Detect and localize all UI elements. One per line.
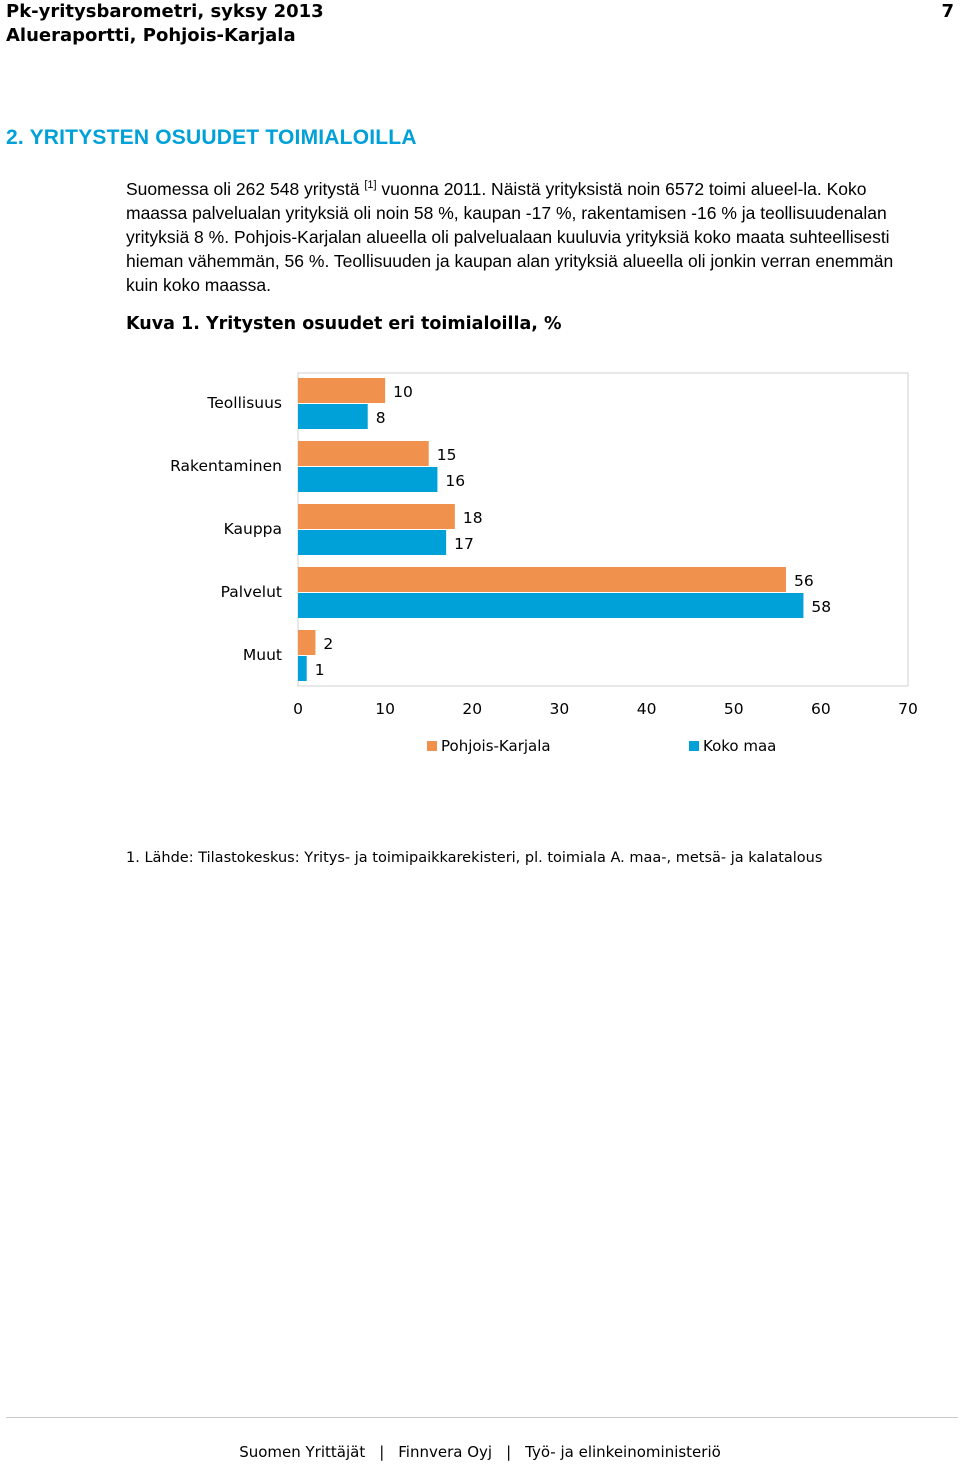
data-label: 2 — [323, 635, 334, 653]
footer-separator: | — [379, 1443, 385, 1461]
footer-item: Suomen Yrittäjät — [239, 1443, 366, 1461]
header-title: Pk-yritysbarometri, syksy 2013 — [6, 1, 324, 22]
bar-koko-maa — [298, 593, 803, 618]
footer-item: Työ- ja elinkeinoministeriö — [525, 1443, 721, 1461]
document-header — [6, 0, 324, 48]
bar-pohjois-karjala — [298, 441, 429, 466]
footnote: 1. Lähde: Tilastokeskus: Yritys- ja toimipaikkarekisteri, pl. toimiala A. maa-, metsä- ja kalatalous — [126, 850, 823, 866]
footer-divider — [6, 1417, 958, 1418]
data-label: 56 — [794, 572, 814, 590]
data-label: 17 — [454, 535, 474, 553]
figure-caption: Kuva 1. Yritysten osuudet eri toimialoilla, % — [126, 314, 562, 334]
body-text-part1: Suomessa oli 262 548 yritystä — [126, 178, 365, 199]
x-tick-label: 70 — [898, 700, 918, 718]
plot-frame — [298, 373, 908, 686]
x-tick-label: 40 — [636, 700, 657, 718]
category-label: Teollisuus — [207, 394, 282, 412]
legend-swatch-blue — [689, 741, 699, 751]
category-label: Rakentaminen — [170, 457, 282, 475]
x-tick-label: 30 — [549, 700, 570, 718]
bar-koko-maa — [298, 404, 368, 429]
legend-label: Pohjois-Karjala — [441, 737, 551, 755]
data-label: 15 — [436, 446, 457, 464]
bar-pohjois-karjala — [298, 567, 786, 592]
data-label: 18 — [462, 509, 483, 527]
legend-item-koko-maa — [689, 737, 776, 755]
page-number: 7 — [941, 1, 954, 22]
category-label: Kauppa — [223, 520, 282, 538]
section-heading: 2. YRITYSTEN OSUUDET TOIMIALOILLA — [6, 126, 417, 149]
bar-chart — [0, 360, 960, 730]
bar-koko-maa — [298, 656, 307, 681]
page-footer — [0, 1443, 960, 1461]
footnote-reference[interactable]: [1] — [364, 179, 377, 191]
category-label: Palvelut — [220, 583, 282, 601]
data-label: 8 — [375, 409, 386, 427]
bar-koko-maa — [298, 467, 437, 492]
x-tick-label: 60 — [810, 700, 831, 718]
header-subtitle: Alueraportti, Pohjois-Karjala — [6, 25, 296, 46]
category-label: Muut — [242, 646, 282, 664]
data-label: 1 — [314, 661, 325, 679]
data-label: 16 — [445, 472, 466, 490]
x-tick-label: 20 — [462, 700, 483, 718]
bar-koko-maa — [298, 530, 446, 555]
data-label: 10 — [393, 383, 413, 401]
x-tick-label: 0 — [293, 700, 303, 718]
body-text-part2: vuonna 2011. Näistä yrityksistä noin 6572 toimi alueel-la. Koko maassa palvelualan yrityksiä oli noin 58 %, kaupan -17 %, rakentamisen -16 % ja teollisuudenalan yrityksiä 8 %. Pohjois-Karjalan alueella oli palvelualaan kuuluvia yrityksiä koko maata suhteellisesti hieman vähemmän, 56 %. Teollisuuden ja kaupan alan yrityksiä alueella oli jonkin verran enemmän kuin koko maassa. — [126, 178, 894, 295]
footer-item: Finnvera Oyj — [398, 1443, 493, 1461]
data-label: 58 — [811, 598, 832, 616]
footer-separator: | — [506, 1443, 512, 1461]
bar-pohjois-karjala — [298, 630, 315, 655]
body-paragraph — [126, 173, 926, 297]
legend-swatch-orange — [427, 741, 437, 751]
legend-label: Koko maa — [703, 737, 777, 755]
bar-pohjois-karjala — [298, 378, 385, 403]
x-tick-label: 10 — [375, 700, 396, 718]
legend-item-pohjois-karjala — [427, 737, 551, 755]
bar-pohjois-karjala — [298, 504, 455, 529]
x-tick-label: 50 — [723, 700, 744, 718]
